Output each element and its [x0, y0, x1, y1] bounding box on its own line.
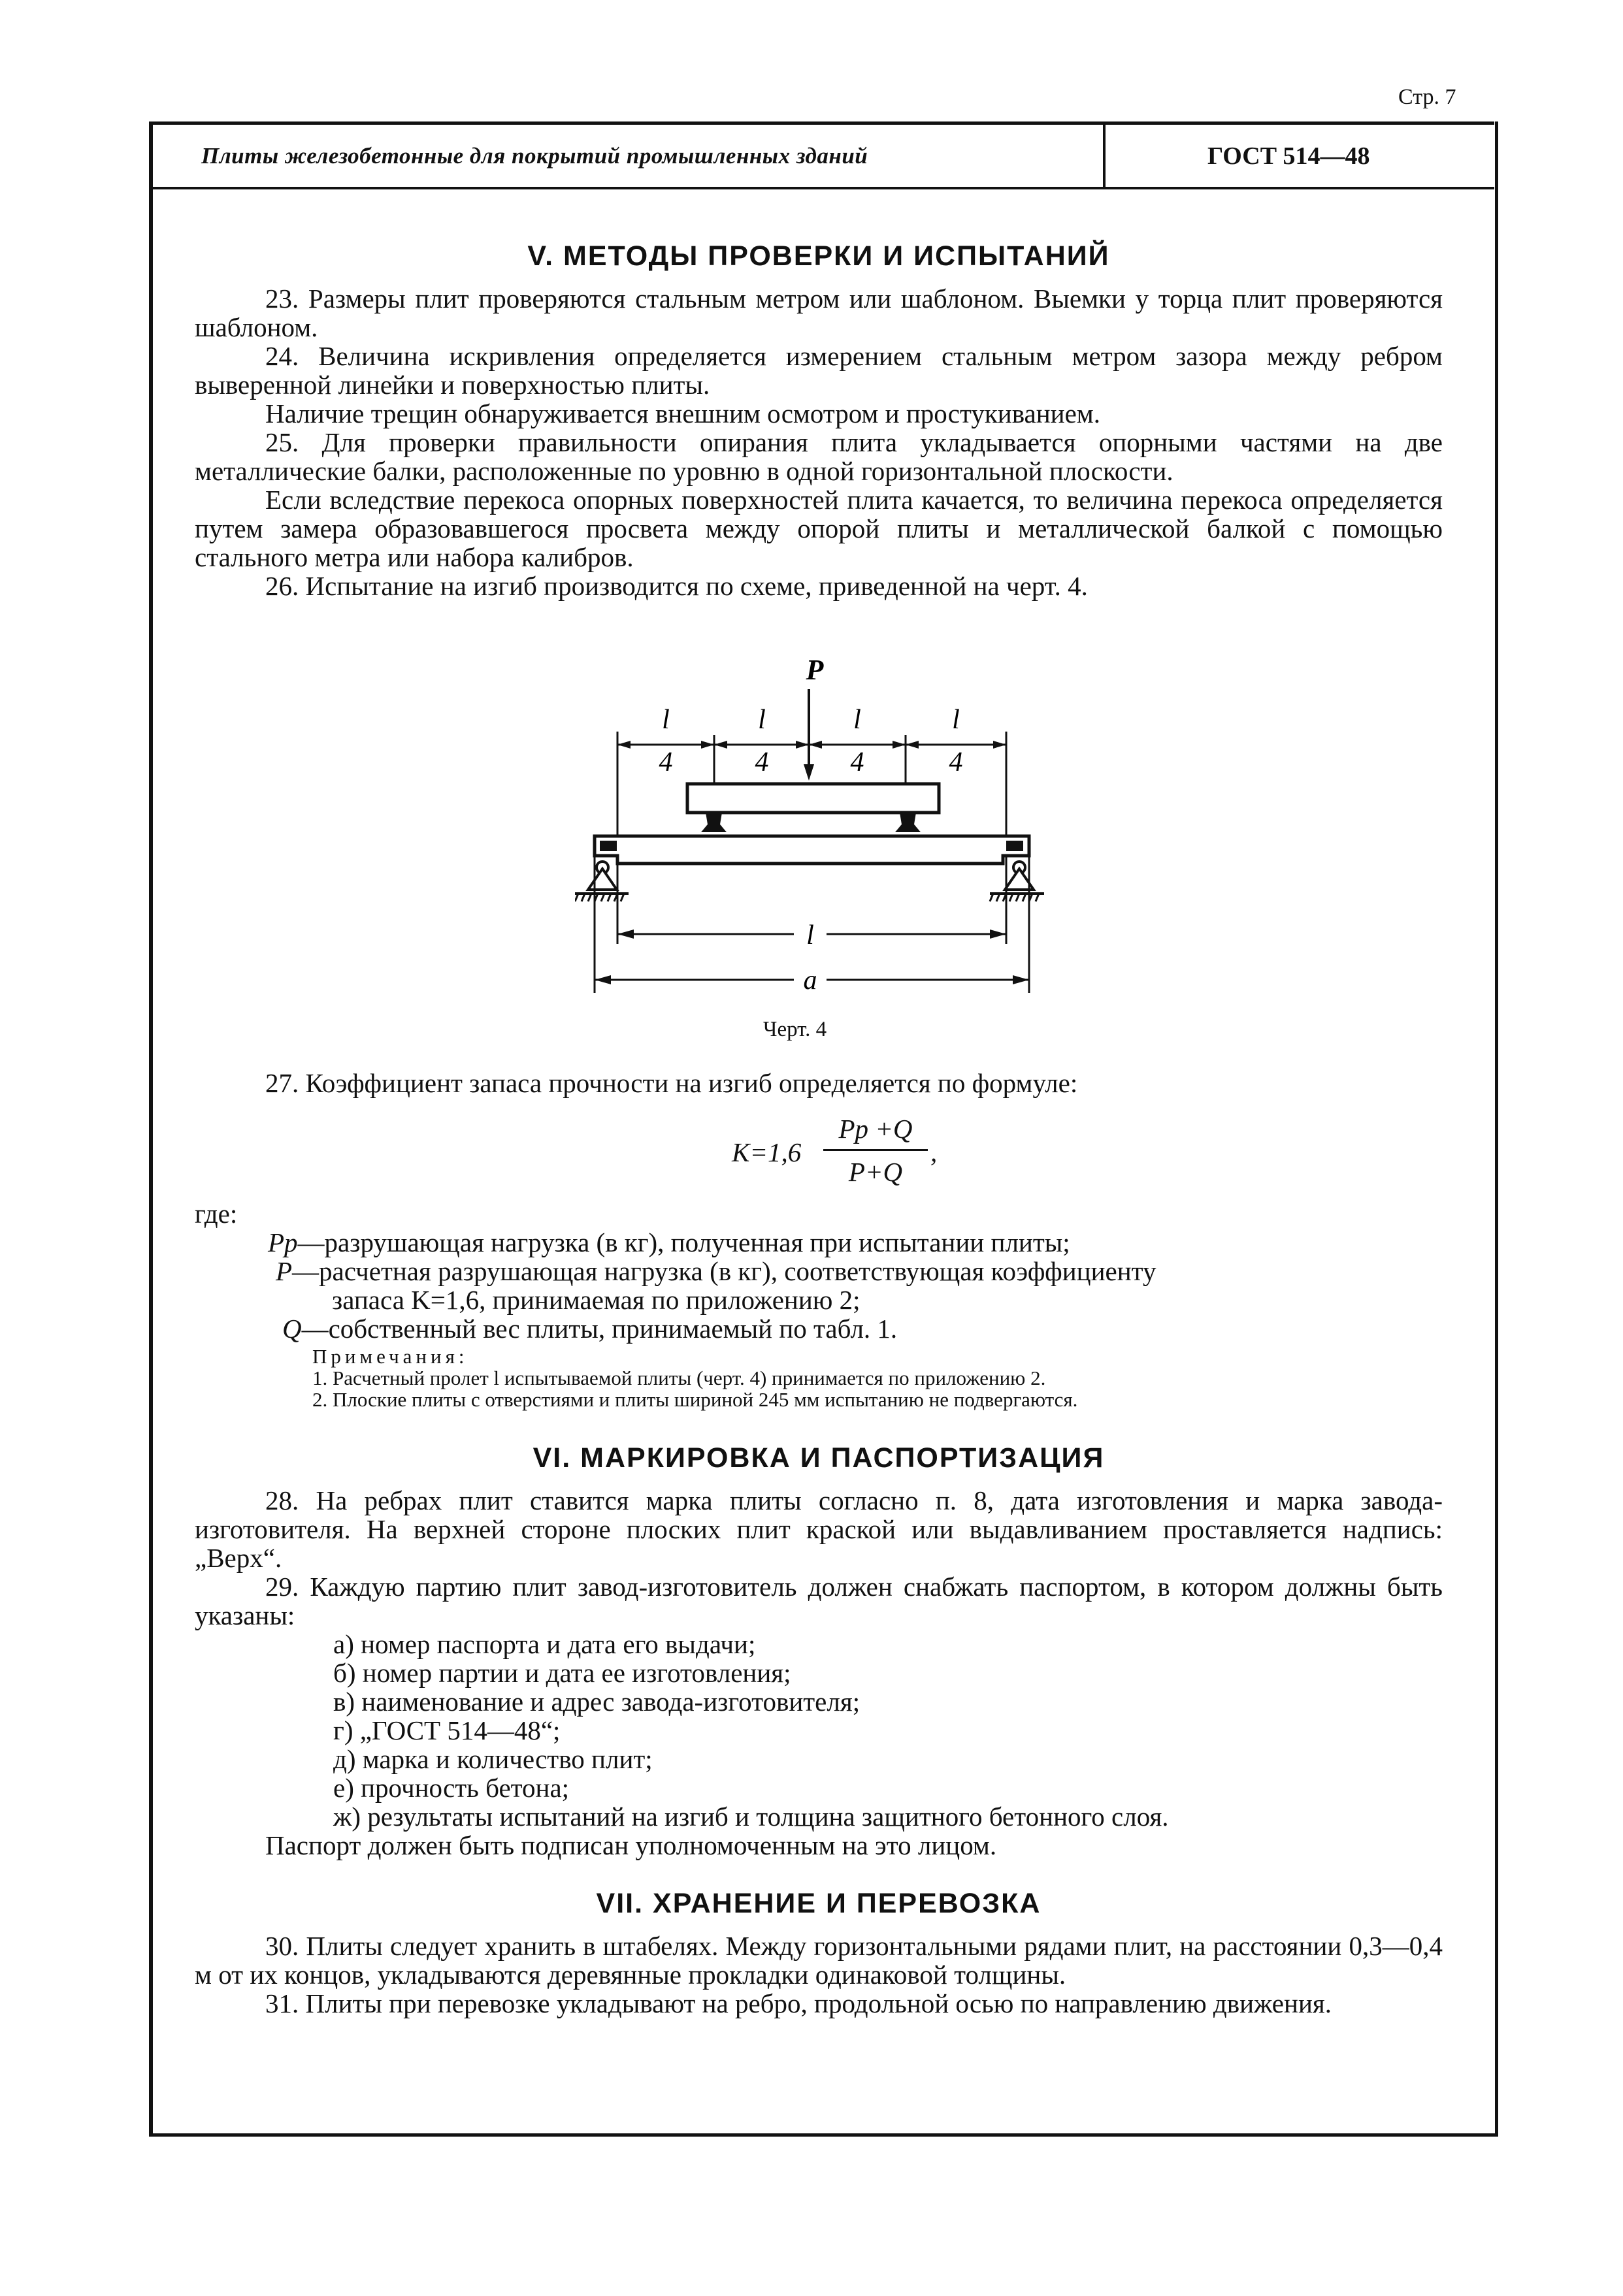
paragraph-29b: Паспорт должен быть подписан уполномоченным на это лицом.: [265, 1830, 997, 1860]
distribution-beam: [687, 784, 939, 813]
paragraph-29: 29. Каждую партию плит завод-изготовитель должен снабжать паспортом, в котором должны быть указаны:: [195, 1572, 1443, 1630]
quarter-3-num: l: [853, 705, 861, 735]
header-divider: [1103, 125, 1106, 187]
paragraph-28: 28. На ребрах плит ставится марка плиты согласно п. 8, дата изготовления и марка завода-изготовителя. На верхней стороне плоских плит краской или выдавливанием проставляется надпись: „Верх“.: [195, 1485, 1443, 1573]
notes-title: Примечания:: [312, 1345, 468, 1368]
quarter-2-den: 4: [755, 747, 769, 777]
page-number: Стр. 7: [1398, 85, 1456, 109]
paragraph-30: 30. Плиты следует хранить в штабелях. Между горизонтальными рядами плит, на расстоянии 0,3—0,4 м от их концов, укладываются деревянные прокладки одинаковой толщины.: [195, 1931, 1443, 1990]
notes: [195, 1346, 1443, 1410]
list-item-d: д) марка и количество плит;: [333, 1744, 653, 1774]
header-bar: [149, 121, 1494, 189]
section-7-heading: VII. ХРАНЕНИЕ И ПЕРЕВОЗКА: [596, 1888, 1041, 1919]
formula: [732, 1110, 1058, 1195]
header-code: ГОСТ 514—48: [1207, 142, 1370, 170]
def-p-symbol: P: [276, 1256, 293, 1286]
def-pp-text: —разрушающая нагрузка (в кг), полученная при испытании плиты;: [297, 1227, 1070, 1257]
note-1: 1. Расчетный пролет l испытываемой плиты (черт. 4) принимается по приложению 2.: [312, 1366, 1046, 1389]
formula-comma: ,: [930, 1137, 938, 1167]
list-item-a: а) номер паспорта и дата его выдачи;: [333, 1629, 756, 1659]
def-p-continued: запаса K=1,6, принимаемая по приложению 2;: [332, 1285, 861, 1315]
formula-fraction-bar: [823, 1149, 928, 1151]
paragraph-25: 25. Для проверки правильности опирания плита укладывается опорными частями на две металлические балки, расположенные по уровню в одной горизонтальной плоскости.: [195, 427, 1443, 486]
span-label: l: [806, 920, 814, 950]
paragraph-26: 26. Испытание на изгиб производится по схеме, приведенной на черт. 4.: [265, 571, 1088, 601]
formula-lhs: K=1,6: [732, 1137, 802, 1167]
list-item-e: е) прочность бетона;: [333, 1773, 570, 1803]
support-right: [990, 862, 1044, 901]
paragraph-24: 24. Величина искривления определяется измерением стальным метром зазора между ребром выверенной линейки и поверхностью плиты.: [195, 341, 1443, 400]
header-title: Плиты железобетонные для покрытий промышленных зданий: [201, 143, 868, 169]
support-left: [575, 862, 629, 901]
paragraph-31: 31. Плиты при перевозке укладывают на ребро, продольной осью по направлению движения.: [265, 1988, 1332, 2018]
formula-numerator: Pр +Q: [838, 1114, 913, 1144]
loading-roller-right: [895, 813, 921, 832]
quarter-4-den: 4: [949, 747, 963, 777]
slab: [595, 836, 1029, 864]
section-5-heading: V. МЕТОДЫ ПРОВЕРКИ И ИСПЫТАНИЙ: [527, 240, 1110, 272]
slab-end-right: [1006, 841, 1023, 851]
def-pp-symbol: Pр: [268, 1227, 298, 1257]
section-7: [195, 1888, 1443, 2018]
paragraph-25b: Если вследствие перекоса опорных поверхностей плита качается, то величина перекоса определяется путем замера образовавшегося просвета между опорой плиты и металлической балкой с помощью стального метра или набора калибров.: [195, 485, 1443, 572]
list-item-g: г) „ГОСТ 514—48“;: [333, 1715, 561, 1745]
quarter-2-num: l: [758, 705, 766, 735]
section-6: [195, 1442, 1443, 1860]
list-item-zh: ж) результаты испытаний на изгиб и толщина защитного бетонного слоя.: [333, 1802, 1169, 1832]
quarter-1-num: l: [662, 705, 670, 735]
formula-denominator: P+Q: [848, 1157, 903, 1187]
paragraph-24b: Наличие трещин обнаруживается внешним осмотром и простукиванием.: [265, 398, 1101, 428]
def-q-text: —собственный вес плиты, принимаемый по табл. 1.: [301, 1314, 898, 1344]
slab-end-left: [600, 841, 617, 851]
test-scheme-diagram: [575, 653, 1045, 1006]
paragraph-27: 27. Коэффициент запаса прочности на изгиб определяется по формуле:: [265, 1068, 1078, 1098]
quarter-1-den: 4: [659, 747, 673, 777]
def-q: [195, 1314, 1443, 1343]
load-arrowhead: [804, 764, 814, 781]
def-pp: [195, 1228, 1443, 1257]
paragraph-27-block: [195, 1069, 1443, 1097]
where-label: где:: [195, 1199, 238, 1229]
total-label: a: [803, 965, 817, 995]
load-label: P: [806, 654, 824, 686]
figure-caption: Черт. 4: [763, 1018, 827, 1041]
def-p: [195, 1257, 1443, 1285]
loading-roller-left: [701, 813, 727, 832]
paragraph-23: 23. Размеры плит проверяются стальным метром или шаблоном. Выемки у торца плит проверяются шаблоном.: [195, 283, 1443, 342]
section-6-heading: VI. МАРКИРОВКА И ПАСПОРТИЗАЦИЯ: [533, 1442, 1105, 1474]
quarter-3-den: 4: [850, 747, 864, 777]
quarter-4-num: l: [952, 705, 960, 735]
def-p-text: —расчетная разрушающая нагрузка (в кг), соответствующая коэффициенту: [292, 1256, 1156, 1286]
list-item-v: в) наименование и адрес завода-изготовителя;: [333, 1687, 861, 1717]
definitions: [195, 1199, 1443, 1410]
note-2: 2. Плоские плиты с отверстиями и плиты шириной 245 мм испытанию не подвергаются.: [312, 1388, 1078, 1411]
def-q-symbol: Q: [282, 1314, 302, 1344]
section-5: [195, 240, 1443, 600]
list-item-b: б) номер партии и дата ее изготовления;: [333, 1658, 791, 1688]
